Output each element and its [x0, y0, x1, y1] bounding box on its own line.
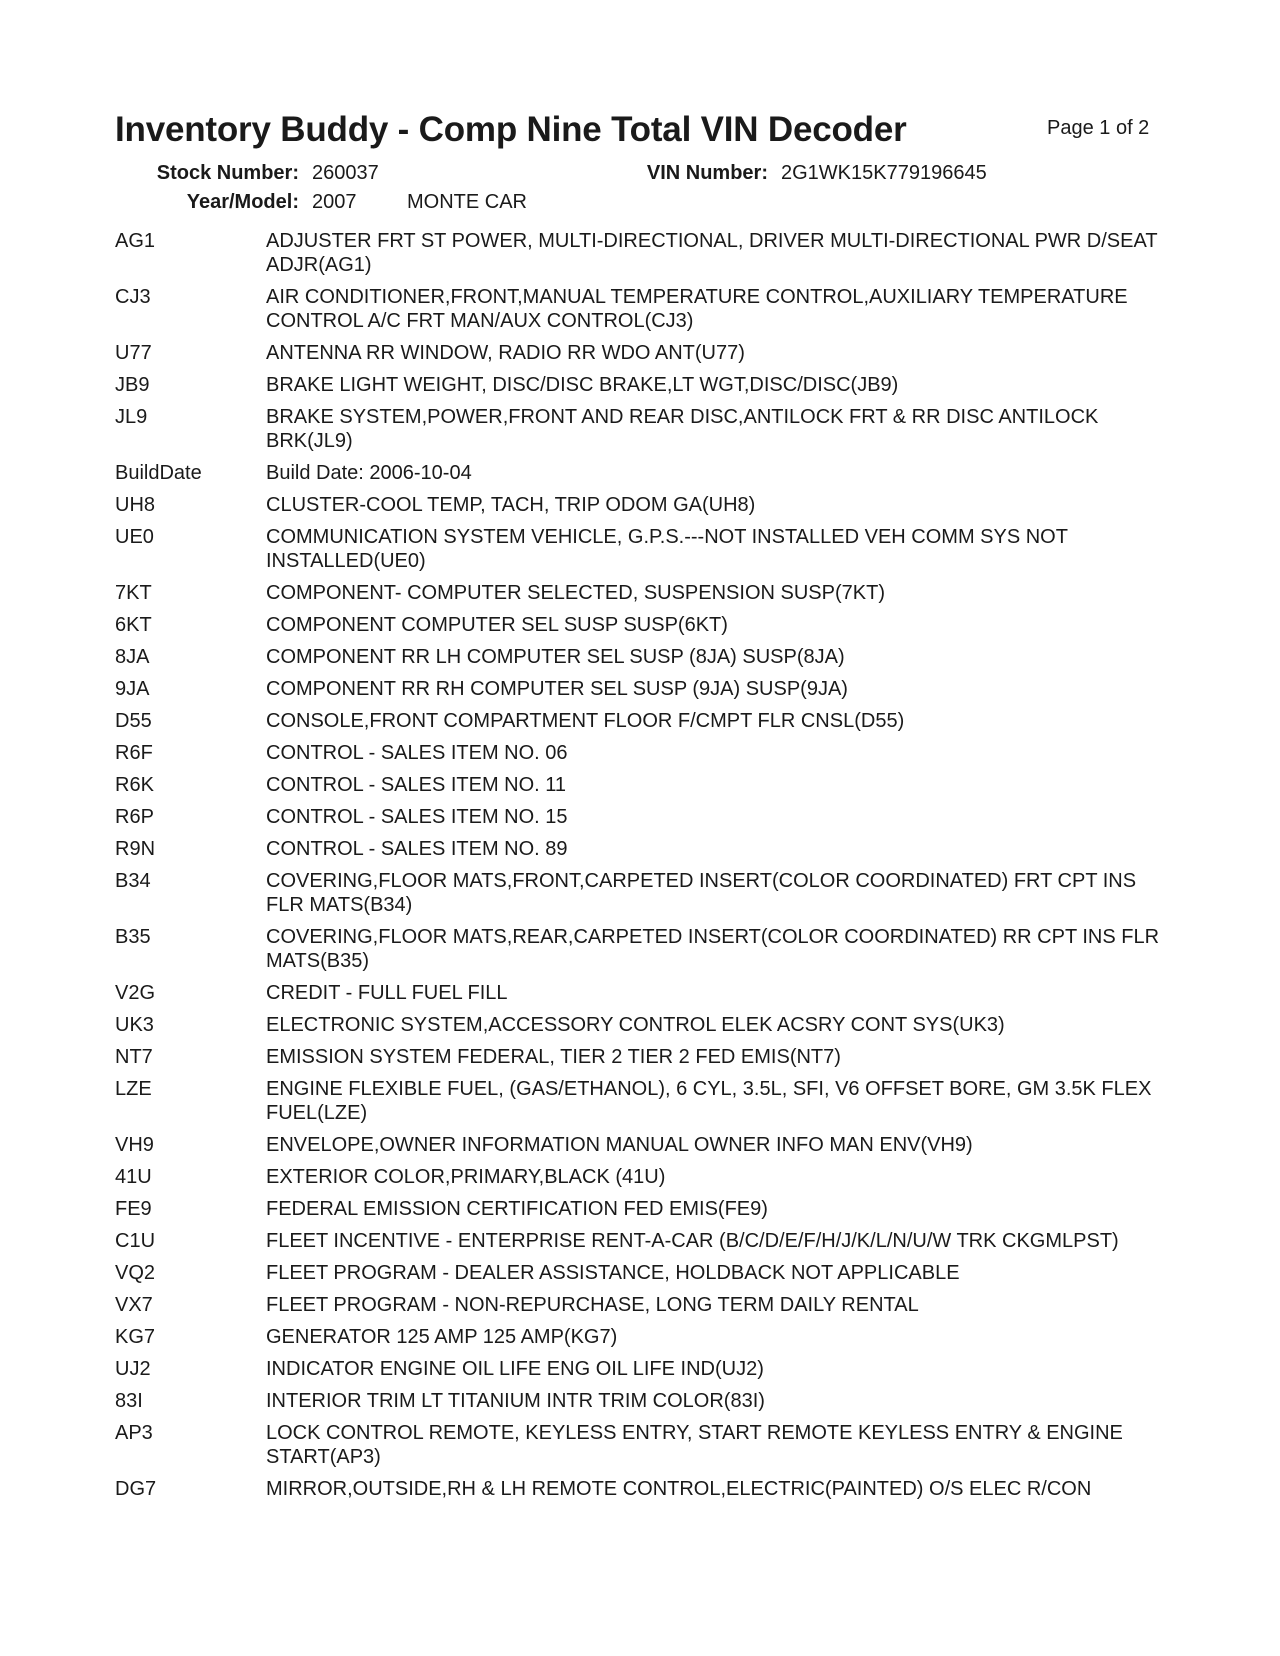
option-description: ENVELOPE,OWNER INFORMATION MANUAL OWNER INFO MAN ENV(VH9) — [266, 1134, 973, 1156]
option-row — [115, 1357, 1175, 1381]
option-description: CONSOLE,FRONT COMPARTMENT FLOOR F/CMPT FLR CNSL(D55) — [266, 710, 905, 732]
option-description: COMPONENT RR LH COMPUTER SEL SUSP (8JA) SUSP(8JA) — [266, 646, 845, 668]
option-code: 7KT — [115, 582, 152, 604]
option-description: CREDIT - FULL FUEL FILL — [266, 982, 508, 1004]
option-code: B34 — [115, 870, 151, 892]
option-row — [115, 1013, 1175, 1037]
option-code: CJ3 — [115, 286, 151, 308]
option-description: CONTROL - SALES ITEM NO. 89 — [266, 838, 568, 860]
option-row — [115, 493, 1175, 517]
option-code: 8JA — [115, 646, 150, 668]
option-code: JB9 — [115, 374, 150, 396]
option-row — [115, 773, 1175, 797]
option-description: ADJUSTER FRT ST POWER, MULTI-DIRECTIONAL, DRIVER MULTI-DIRECTIONAL PWR D/SEAT ADJR(AG1) — [266, 230, 1158, 276]
option-description: BRAKE LIGHT WEIGHT, DISC/DISC BRAKE,LT WGT,DISC/DISC(JB9) — [266, 374, 899, 396]
option-code: VX7 — [115, 1294, 153, 1316]
option-code: DG7 — [115, 1478, 157, 1500]
option-description: AIR CONDITIONER,FRONT,MANUAL TEMPERATURE CONTROL,AUXILIARY TEMPERATURE CONTROL A/C FRT MAN/AUX CONTROL(CJ3) — [266, 286, 1128, 332]
option-description: FLEET PROGRAM - DEALER ASSISTANCE, HOLDBACK NOT APPLICABLE — [266, 1262, 960, 1284]
option-code: LZE — [115, 1078, 152, 1100]
option-row — [115, 581, 1175, 605]
option-description: COMMUNICATION SYSTEM VEHICLE, G.P.S.---NOT INSTALLED VEH COMM SYS NOT INSTALLED(UE0) — [266, 526, 1068, 572]
option-description: EMISSION SYSTEM FEDERAL, TIER 2 TIER 2 FED EMIS(NT7) — [266, 1046, 841, 1068]
option-code: B35 — [115, 926, 151, 948]
option-row — [115, 461, 1175, 485]
year-model-label: Year/Model: — [186, 191, 299, 213]
option-code: AG1 — [115, 230, 156, 252]
option-row — [115, 1077, 1175, 1125]
option-row — [115, 837, 1175, 861]
option-row — [115, 1165, 1175, 1189]
option-code-list — [115, 229, 1175, 1509]
option-description: ELECTRONIC SYSTEM,ACCESSORY CONTROL ELEK ACSRY CONT SYS(UK3) — [266, 1014, 1005, 1036]
page-number: Page 1 of 2 — [1047, 117, 1150, 139]
option-code: JL9 — [115, 406, 148, 428]
option-row — [115, 1133, 1175, 1157]
option-row — [115, 373, 1175, 397]
option-description: LOCK CONTROL REMOTE, KEYLESS ENTRY, START REMOTE KEYLESS ENTRY & ENGINE START(AP3) — [266, 1422, 1123, 1468]
option-row — [115, 1421, 1175, 1469]
option-code: FE9 — [115, 1198, 152, 1220]
option-description: COMPONENT- COMPUTER SELECTED, SUSPENSION SUSP(7KT) — [266, 582, 885, 604]
option-description: ANTENNA RR WINDOW, RADIO RR WDO ANT(U77) — [266, 342, 745, 364]
option-code: U77 — [115, 342, 152, 364]
option-description: CONTROL - SALES ITEM NO. 11 — [266, 774, 567, 796]
option-code: NT7 — [115, 1046, 153, 1068]
option-description: FLEET INCENTIVE - ENTERPRISE RENT-A-CAR (B/C/D/E/F/H/J/K/L/N/U/W TRK CKGMLPST) — [266, 1230, 1119, 1252]
option-code: R6K — [115, 774, 154, 796]
option-code: 9JA — [115, 678, 150, 700]
option-row — [115, 1229, 1175, 1253]
option-row — [115, 709, 1175, 733]
option-description: FEDERAL EMISSION CERTIFICATION FED EMIS(FE9) — [266, 1198, 768, 1220]
document-title: Inventory Buddy - Comp Nine Total VIN Decoder — [115, 110, 907, 149]
option-description: COMPONENT COMPUTER SEL SUSP SUSP(6KT) — [266, 614, 728, 636]
option-row — [115, 613, 1175, 637]
option-description: MIRROR,OUTSIDE,RH & LH REMOTE CONTROL,ELECTRIC(PAINTED) O/S ELEC R/CON — [266, 1478, 1092, 1500]
vin-number-value: 2G1WK15K779196645 — [781, 162, 987, 184]
option-description: INTERIOR TRIM LT TITANIUM INTR TRIM COLOR(83I) — [266, 1390, 765, 1412]
option-description: COMPONENT RR RH COMPUTER SEL SUSP (9JA) SUSP(9JA) — [266, 678, 848, 700]
option-row — [115, 805, 1175, 829]
option-code: 6KT — [115, 614, 152, 636]
option-row — [115, 405, 1175, 453]
model-value: MONTE CAR — [407, 191, 527, 213]
option-code: UJ2 — [115, 1358, 151, 1380]
option-row — [115, 1197, 1175, 1221]
option-description: CONTROL - SALES ITEM NO. 15 — [266, 806, 568, 828]
option-row — [115, 645, 1175, 669]
option-row — [115, 925, 1175, 973]
option-row — [115, 741, 1175, 765]
option-code: D55 — [115, 710, 152, 732]
stock-number-label: Stock Number: — [156, 162, 299, 184]
option-code: R6F — [115, 742, 153, 764]
option-row — [115, 1389, 1175, 1413]
option-code: C1U — [115, 1230, 156, 1252]
option-code: R6P — [115, 806, 154, 828]
option-row — [115, 525, 1175, 573]
option-code: V2G — [115, 982, 156, 1004]
option-description: FLEET PROGRAM - NON-REPURCHASE, LONG TERM DAILY RENTAL — [266, 1294, 919, 1316]
option-code: UH8 — [115, 494, 156, 516]
option-code: BuildDate — [115, 462, 202, 484]
option-code: AP3 — [115, 1422, 153, 1444]
option-code: VQ2 — [115, 1262, 156, 1284]
option-description: EXTERIOR COLOR,PRIMARY,BLACK (41U) — [266, 1166, 666, 1188]
option-row — [115, 1045, 1175, 1069]
option-row — [115, 341, 1175, 365]
option-description: BRAKE SYSTEM,POWER,FRONT AND REAR DISC,ANTILOCK FRT & RR DISC ANTILOCK BRK(JL9) — [266, 406, 1099, 452]
option-code: 41U — [115, 1166, 152, 1188]
option-row — [115, 869, 1175, 917]
option-row — [115, 677, 1175, 701]
option-description: INDICATOR ENGINE OIL LIFE ENG OIL LIFE IND(UJ2) — [266, 1358, 764, 1380]
option-code: R9N — [115, 838, 156, 860]
option-row — [115, 1261, 1175, 1285]
option-description: COVERING,FLOOR MATS,FRONT,CARPETED INSERT(COLOR COORDINATED) FRT CPT INS FLR MATS(B34) — [266, 870, 1137, 916]
option-row — [115, 285, 1175, 333]
option-row — [115, 981, 1175, 1005]
vin-number-label: VIN Number: — [646, 162, 768, 184]
option-row — [115, 1477, 1175, 1501]
option-description: GENERATOR 125 AMP 125 AMP(KG7) — [266, 1326, 618, 1348]
option-code: KG7 — [115, 1326, 156, 1348]
option-code: UK3 — [115, 1014, 154, 1036]
option-row — [115, 229, 1175, 277]
option-row — [115, 1293, 1175, 1317]
option-description: CONTROL - SALES ITEM NO. 06 — [266, 742, 568, 764]
option-row — [115, 1325, 1175, 1349]
option-code: 83I — [115, 1390, 143, 1412]
option-description: Build Date: 2006-10-04 — [266, 462, 472, 484]
stock-number-value: 260037 — [312, 162, 379, 184]
option-code: VH9 — [115, 1134, 154, 1156]
option-code: UE0 — [115, 526, 154, 548]
option-description: ENGINE FLEXIBLE FUEL, (GAS/ETHANOL), 6 CYL, 3.5L, SFI, V6 OFFSET BORE, GM 3.5K FLEX FUEL(LZE) — [266, 1078, 1152, 1124]
option-description: CLUSTER-COOL TEMP, TACH, TRIP ODOM GA(UH8) — [266, 494, 756, 516]
year-value: 2007 — [312, 191, 357, 213]
option-description: COVERING,FLOOR MATS,REAR,CARPETED INSERT(COLOR COORDINATED) RR CPT INS FLR MATS(B35) — [266, 926, 1160, 972]
